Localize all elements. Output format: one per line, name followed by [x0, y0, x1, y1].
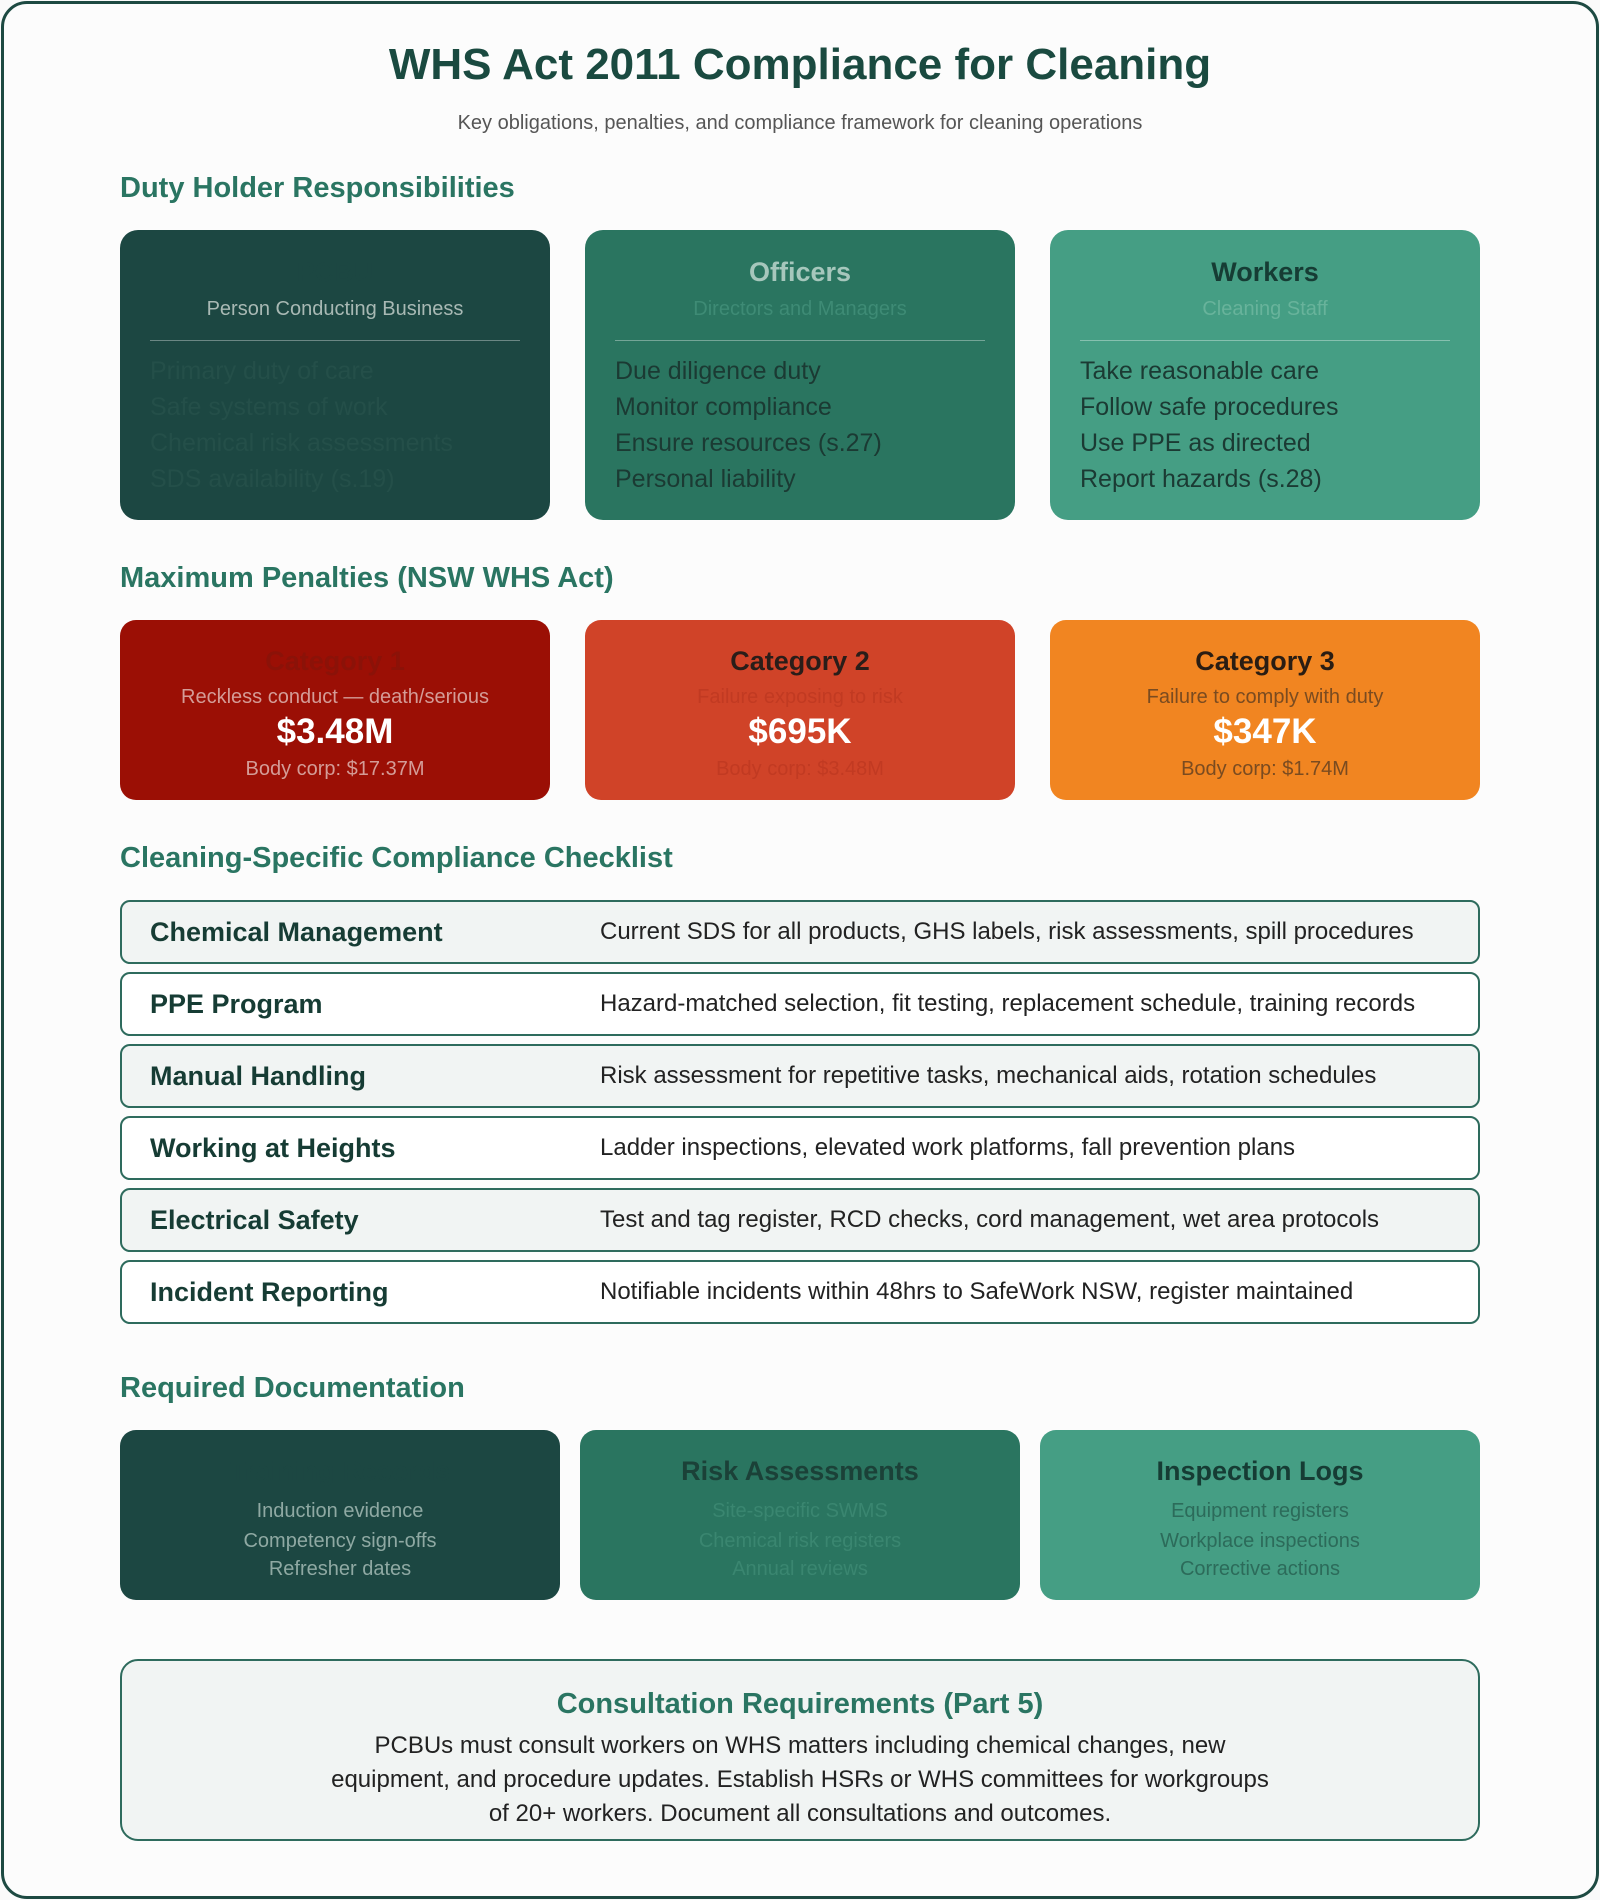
- checklist-row: [120, 1044, 1480, 1108]
- checklist-row: [120, 1260, 1480, 1324]
- checklist-row: [120, 900, 1480, 964]
- doc-card-item: Induction evidence: [256, 1500, 424, 1522]
- penalty-description: Failure exposing to risk: [697, 686, 903, 708]
- penalty-body-corp: Body corp: $3.48M: [716, 758, 884, 780]
- compliance-checklist: [120, 900, 1480, 1332]
- duty-card-divider: [150, 340, 520, 341]
- duty-card-list: [1080, 353, 1450, 497]
- penalty-amount: $695K: [748, 712, 852, 751]
- duty-list-item: Ensure resources (s.27): [615, 429, 882, 457]
- documentation-card-row: [120, 1430, 1480, 1600]
- duty-list-item: Safe systems of work: [150, 393, 388, 421]
- penalty-card-category-2: [585, 620, 1015, 800]
- penalty-category: Category 3: [1195, 646, 1335, 676]
- duty-card-officers: [585, 230, 1015, 520]
- consultation-body: PCBUs must consult workers on WHS matters including chemical changes, new equipment, and procedure updates. Establish HSRs or WHS committees for workgroups of 20+ workers. Document all consultations and outcomes.: [331, 1732, 1269, 1827]
- checklist-item-description: Hazard-matched selection, fit testing, replacement schedule, training records: [600, 990, 1416, 1017]
- doc-card-inspection-logs: [1040, 1430, 1480, 1600]
- duty-list-item: Report hazards (s.28): [1080, 465, 1322, 493]
- checklist-item-description: Risk assessment for repetitive tasks, mechanical aids, rotation schedules: [600, 1062, 1377, 1089]
- penalty-card-category-1: [120, 620, 550, 800]
- page-title: WHS Act 2011 Compliance for Cleaning: [388, 40, 1212, 89]
- duty-list-item: Chemical risk assessments: [150, 429, 453, 457]
- checklist-row: [120, 1188, 1480, 1252]
- page-subtitle: Key obligations, penalties, and compliance framework for cleaning operations: [457, 112, 1143, 134]
- penalty-description: Failure to comply with duty: [1146, 686, 1384, 708]
- checklist-section-heading: Cleaning-Specific Compliance Checklist: [120, 842, 673, 874]
- duty-card-list: [150, 353, 520, 497]
- duty-list-item: Primary duty of care: [150, 357, 374, 385]
- doc-card-risk-assessments: [580, 1430, 1020, 1600]
- duty-list-item: Due diligence duty: [615, 357, 821, 385]
- duty-card-workers: [1050, 230, 1480, 520]
- duty-section-heading: Duty Holder Responsibilities: [120, 172, 515, 204]
- checklist-item-description: Ladder inspections, elevated work platforms, fall prevention plans: [600, 1134, 1296, 1161]
- checklist-item-name: Manual Handling: [150, 1060, 366, 1091]
- duty-card-divider: [1080, 340, 1450, 341]
- doc-card-item: Chemical risk registers: [698, 1530, 902, 1552]
- doc-card-title: Training Records: [229, 1456, 451, 1486]
- duty-card-subtitle: Cleaning Staff: [1202, 298, 1328, 320]
- penalty-amount: $347K: [1213, 712, 1317, 751]
- duty-list-item: Monitor compliance: [615, 393, 832, 421]
- checklist-row: [120, 1116, 1480, 1180]
- duty-card-list: [615, 353, 985, 497]
- doc-card-title: Inspection Logs: [1156, 1456, 1364, 1486]
- doc-card-title: Risk Assessments: [681, 1456, 919, 1486]
- penalty-card-row: [120, 620, 1480, 800]
- penalty-description: Reckless conduct — death/serious: [181, 686, 489, 708]
- doc-card-item: Site-specific SWMS: [712, 1500, 888, 1522]
- duty-list-item: Use PPE as directed: [1080, 429, 1311, 457]
- checklist-item-name: Incident Reporting: [150, 1276, 389, 1307]
- duty-card-divider: [615, 340, 985, 341]
- penalty-amount: $3.48M: [276, 712, 394, 751]
- doc-card-item: Annual reviews: [732, 1558, 868, 1580]
- checklist-item-description: Notifiable incidents within 48hrs to SafeWork NSW, register maintained: [600, 1278, 1354, 1305]
- penalty-category: Category 2: [730, 646, 870, 676]
- doc-card-training-records: [120, 1430, 560, 1600]
- duty-card-subtitle: Directors and Managers: [693, 298, 907, 320]
- duty-list-item: Take reasonable care: [1080, 357, 1320, 385]
- duty-card-pcbu: [120, 230, 550, 520]
- checklist-item-name: Electrical Safety: [150, 1204, 359, 1235]
- duty-list-item: Personal liability: [615, 465, 796, 493]
- checklist-item-description: Current SDS for all products, GHS labels, risk assessments, spill procedures: [600, 918, 1414, 945]
- penalty-category: Category 1: [265, 646, 405, 676]
- duty-card-subtitle: Person Conducting Business: [206, 298, 464, 320]
- checklist-item-name: Working at Heights: [150, 1132, 396, 1163]
- doc-card-item: Refresher dates: [268, 1558, 412, 1580]
- duty-card-row: [120, 230, 1480, 520]
- doc-card-item: Competency sign-offs: [243, 1530, 437, 1552]
- documentation-section-heading: Required Documentation: [120, 1372, 465, 1404]
- checklist-item-description: Test and tag register, RCD checks, cord management, wet area protocols: [600, 1206, 1380, 1233]
- duty-card-title: Officers: [748, 257, 852, 287]
- doc-card-item: Workplace inspections: [1160, 1530, 1360, 1552]
- duty-list-item: Follow safe procedures: [1080, 393, 1339, 421]
- checklist-item-name: Chemical Management: [150, 916, 443, 947]
- penalty-body-corp: Body corp: $1.74M: [1181, 758, 1349, 780]
- checklist-row: [120, 972, 1480, 1036]
- penalty-body-corp: Body corp: $17.37M: [245, 758, 425, 780]
- penalty-card-category-3: [1050, 620, 1480, 800]
- consultation-box: [120, 1659, 1480, 1841]
- duty-list-item: SDS availability (s.19): [150, 465, 395, 493]
- doc-card-item: Corrective actions: [1179, 1558, 1341, 1580]
- duty-card-title: Workers: [1211, 257, 1319, 287]
- duty-card-title: PCBU: [296, 257, 374, 287]
- consultation-title: Consultation Requirements (Part 5): [556, 1688, 1044, 1720]
- doc-card-item: Equipment registers: [1171, 1500, 1349, 1522]
- checklist-item-name: PPE Program: [150, 988, 323, 1019]
- penalty-section-heading: Maximum Penalties (NSW WHS Act): [120, 562, 614, 594]
